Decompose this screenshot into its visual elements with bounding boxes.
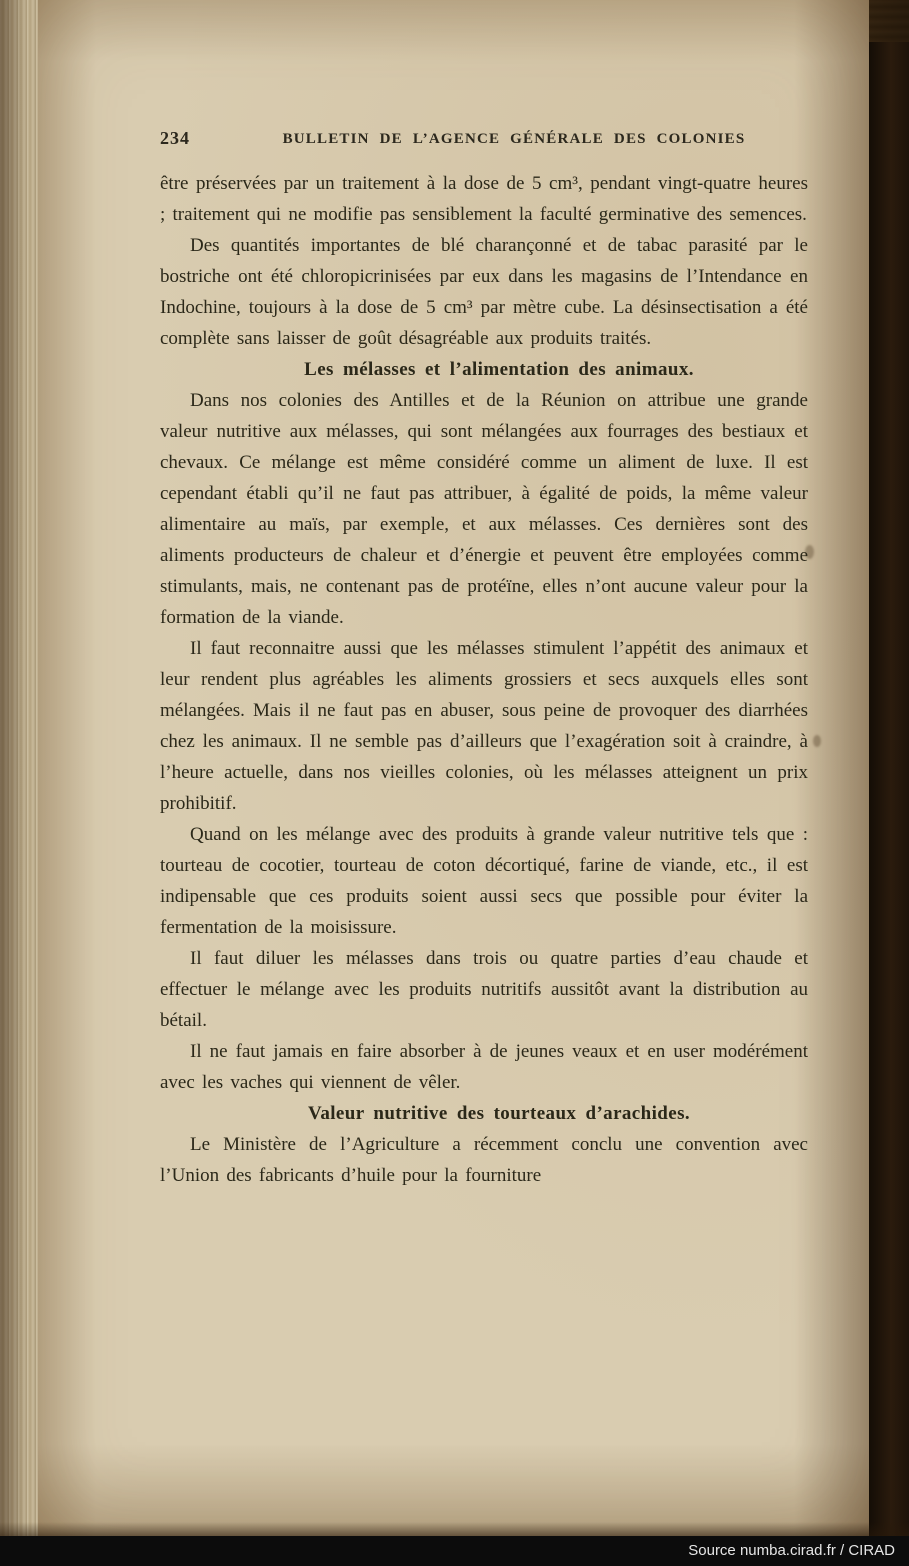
paper-stain bbox=[813, 735, 821, 747]
paragraph: Quand on les mélange avec des produits à grande valeur nutritive tels que : tourteau de cocotier, tourteau de coton décortiqué, farine de viande, etc., il est indipensable que ces produits soient aussi secs que possible pour éviter la fermentation de la moisissure. bbox=[160, 824, 808, 938]
journal-title: BULLETIN DE L’AGENCE GÉNÉRALE DES COLONIES bbox=[282, 131, 746, 147]
paragraph: être préservées par un traitement à la dose de 5 cm³, pendant vingt-quatre heures ; traitement qui ne modifie pas sensiblement la faculté germinative des semences. bbox=[160, 173, 808, 225]
paragraph: Il faut diluer les mélasses dans trois ou quatre parties d’eau chaude et effectuer le mélange avec les produits nutritifs aussitôt avant la distribution au bétail. bbox=[160, 948, 808, 1031]
source-attribution: Source numba.cirad.fr / CIRAD bbox=[688, 1542, 895, 1559]
paragraph: Dans nos colonies des Antilles et de la Réunion on attribue une grande valeur nutritive aux mélasses, qui sont mélangées aux fourrages des bestiaux et chevaux. Ce mélange est même considéré comme un aliment de luxe. Il est cependant établi qu’il ne faut pas attribuer, à égalité de poids, la même valeur alimentaire au maïs, par exemple, et aux mélasses. Ces dernières sont des aliments producteurs de chaleur et d’énergie et peuvent être employées comme stimulants, mais, ne contenant pas de protéïne, elles n’ont aucune valeur pour la formation de la viande. bbox=[160, 390, 808, 628]
page-edges-left bbox=[0, 0, 38, 1536]
paragraph: Il faut reconnaitre aussi que les mélasses stimulent l’appétit des animaux et leur rendent plus agréables les aliments grossiers et secs auxquels elles sont mélangées. Mais il ne faut pas en abuser, sous peine de provoquer des diarrhées chez les animaux. Il ne semble pas d’ailleurs que l’exagération soit à craindre, à l’heure actuelle, dans nos vieilles colonies, où les mélasses atteignent un prix prohibitif. bbox=[160, 638, 808, 814]
page-number: 234 bbox=[160, 128, 190, 148]
paragraph: Le Ministère de l’Agriculture a récemment conclu une convention avec l’Union des fabricants d’huile pour la fourniture bbox=[160, 1134, 808, 1186]
page-text-block bbox=[160, 168, 808, 1191]
section-heading-tourteaux: Valeur nutritive des tourteaux d’arachides. bbox=[307, 1103, 691, 1124]
section-heading-melasses: Les mélasses et l’alimentation des animaux. bbox=[304, 359, 694, 380]
source-bar bbox=[0, 1536, 909, 1566]
running-head bbox=[160, 128, 808, 152]
book-cover-edge bbox=[869, 0, 909, 1536]
paragraph: Il ne faut jamais en faire absorber à de jeunes veaux et en user modérément avec les vaches qui viennent de vêler. bbox=[160, 1041, 808, 1093]
paragraph: Des quantités importantes de blé charançonné et de tabac parasité par le bostriche ont été chloropicrinisées par eux dans les magasins de l’Intendance en Indochine, toujours à la dose de 5 cm³ par mètre cube. La désinsectisation a été complète sans laisser de goût désagréable aux produits traités. bbox=[160, 235, 808, 349]
page-bottom-shadow bbox=[0, 1522, 909, 1536]
scanned-book-page bbox=[38, 0, 869, 1536]
